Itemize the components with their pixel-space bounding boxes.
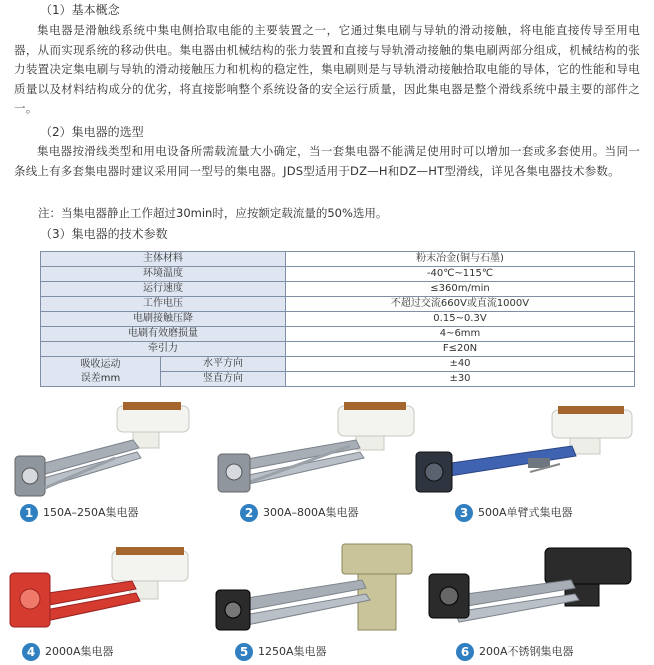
collector-photo-6 bbox=[425, 540, 640, 638]
number-badge: 2 bbox=[240, 504, 258, 522]
collector-photo-1 bbox=[5, 398, 215, 506]
table-row bbox=[41, 282, 635, 297]
spec-label: 电刷有效磨损量 bbox=[41, 327, 286, 342]
spec-label: 牵引力 bbox=[41, 342, 286, 357]
direction-label: 竖直方向 bbox=[161, 372, 286, 387]
spec-value: ≤360m/min bbox=[286, 282, 635, 297]
direction-label: 水平方向 bbox=[161, 357, 286, 372]
spec-label: 运行速度 bbox=[41, 282, 286, 297]
number-badge: 3 bbox=[455, 504, 473, 522]
error-label-line1: 吸收运动 bbox=[80, 358, 121, 370]
number-badge: 4 bbox=[22, 643, 40, 661]
collector-photo-4 bbox=[4, 545, 214, 637]
section-2-paragraph: 集电器按滑线类型和用电设备所需载流量大小确定，当一套集电器不能满足使用时可以增加一套或多套使用。当同一条线上有多套集电器时建议采用同一型号的集电器。JDS型适用于DZ—H和DZ—HT型滑线，详见各集电器技术参数。 bbox=[14, 144, 640, 178]
collector-photo-2 bbox=[210, 400, 425, 506]
caption-text: 150A–250A集电器 bbox=[43, 506, 139, 519]
caption-text: 500A单臂式集电器 bbox=[478, 506, 573, 519]
caption-text: 2000A集电器 bbox=[45, 645, 114, 658]
table-row bbox=[41, 357, 635, 372]
spec-label: 工作电压 bbox=[41, 297, 286, 312]
product-caption-4 bbox=[22, 643, 114, 661]
section-2-title: （2）集电器的选型 bbox=[40, 125, 144, 139]
table-row bbox=[41, 342, 635, 357]
error-label-line2: 误差mm bbox=[80, 372, 121, 384]
table-row bbox=[41, 312, 635, 327]
spec-value: ±40 bbox=[286, 357, 635, 372]
product-caption-6 bbox=[456, 643, 574, 661]
product-caption-5 bbox=[235, 643, 327, 661]
number-badge: 6 bbox=[456, 643, 474, 661]
spec-value: 0.15~0.3V bbox=[286, 312, 635, 327]
table-row bbox=[41, 267, 635, 282]
collector-photo-3 bbox=[410, 398, 642, 506]
section-1-paragraph: 集电器是滑触线系统中集电侧拾取电能的主要装置之一，它通过集电刷与导轨的滑动接触，将电能直接传导至用电器，从而实现系统的移动供电。集电器由机械结构的张力装置和直接与导轨滑动接触的集电刷两部分组成，机械结构的张力装置决定集电刷与导轨的滑动接触压力和机构的稳定性，集电刷则是与导轨滑动接触拾取电能的导体，它的性能和导电质量以及材料结构成分的优劣，将直接影响整个系统设备的安全运行质量，因此集电器是整个滑线系统中最主要的部件之一。 bbox=[14, 23, 640, 115]
section-1-title: （1）基本概念 bbox=[40, 3, 120, 17]
caption-text: 200A不锈钢集电器 bbox=[479, 645, 574, 658]
spec-value: F≤20N bbox=[286, 342, 635, 357]
spec-value: 4~6mm bbox=[286, 327, 635, 342]
product-caption-2 bbox=[240, 504, 359, 522]
product-caption-1 bbox=[20, 504, 139, 522]
spec-value: -40℃~115℃ bbox=[286, 267, 635, 282]
selection-note: 注：当集电器静止工作超过30min时，应按额定载流量的50%选用。 bbox=[38, 206, 388, 220]
table-row bbox=[41, 252, 635, 267]
spec-value: 不超过交流660V或直流1000V bbox=[286, 297, 635, 312]
error-group-label bbox=[41, 357, 161, 387]
table-row bbox=[41, 297, 635, 312]
spec-label: 电刷接触压降 bbox=[41, 312, 286, 327]
spec-value: 粉末冶金(铜与石墨) bbox=[286, 252, 635, 267]
spec-label: 主体材料 bbox=[41, 252, 286, 267]
spec-table bbox=[40, 251, 635, 387]
product-caption-3 bbox=[455, 504, 573, 522]
number-badge: 1 bbox=[20, 504, 38, 522]
caption-text: 1250A集电器 bbox=[258, 645, 327, 658]
table-row bbox=[41, 327, 635, 342]
spec-label: 环境温度 bbox=[41, 267, 286, 282]
section-3-title: （3）集电器的技术参数 bbox=[40, 227, 168, 241]
collector-photo-5 bbox=[210, 540, 425, 638]
number-badge: 5 bbox=[235, 643, 253, 661]
caption-text: 300A–800A集电器 bbox=[263, 506, 359, 519]
spec-value: ±30 bbox=[286, 372, 635, 387]
